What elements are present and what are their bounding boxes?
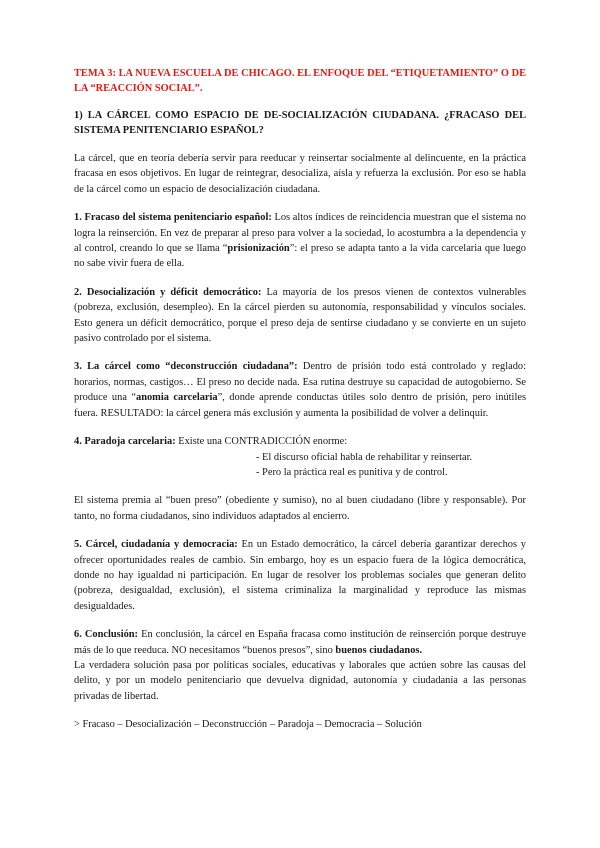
point-2-text: La mayoría de los presos vienen de contextos vulnerables (pobreza, exclusión, desempleo). En la cárcel pierden su autonomía, responsabilidad y vínculos sociales. Esto genera un déficit democrático, porque el preso deja de sentirse ciudadano y se convierte en un sujeto pasivo controlado por el sistema. [74,286,527,345]
document-title: TEMA 3: LA NUEVA ESCUELA DE CHICAGO. EL ENFOQUE DEL “ETIQUETAMIENTO” O DE LA “REACCIÓN SOCIAL”. [74,68,526,94]
document-content [74,66,526,746]
point-4-label: 4. Paradoja carcelaria: [74,436,176,448]
point-4-text: Existe una CONTRADICCIÓN enorme: [175,436,348,448]
point-2-label: 2. Desocialización y déficit democrático: [74,286,262,298]
point-1-paragraph [74,210,526,272]
point-5-paragraph [74,537,526,614]
point-3-text-a: Dentro de prisión todo está controlado y reglado: horarios, normas, castigos… El preso no decide nada. Esa rutina destruye su capacidad de autogobierno. Se produce una “ [74,361,526,404]
point-1-term: prisionización [227,243,290,255]
point-5-text: En un Estado democrático, la cárcel debería garantizar derechos y ofrecer oportunidades reales de cambio. Sin embargo, hoy es un espacio fuera de la lógica democrática, donde no hay igualdad ni participación. En lugar de resolver los problemas sociales que generan delito (pobreza, desigualdad, exclusión), el sistema criminaliza la marginalidad y reproduce las mismas desigualdades. [74,539,526,612]
point-6-text-a: En conclusión, la cárcel en España fracasa como institución de reinserción porque destruye más de lo que reeduca. NO necesitamos “buenos presos”, sino [74,629,526,656]
point-1-label: 1. Fracaso del sistema penitenciario español: [74,212,272,224]
point-5-label: 5. Cárcel, ciudadanía y democracia: [74,539,238,551]
point-2-paragraph [74,285,526,347]
point-4-list-item: - Pero la práctica real es punitiva y de control. [256,466,448,478]
point-6-label: 6. Conclusión: [74,629,139,641]
point-1-text-a: Los altos índices de reincidencia muestran que el sistema no logra la reinserción. En vez de preparar al preso para volver a la sociedad, lo acostumbra a la dependencia y al control, creando lo que se llama “ [74,212,526,255]
point-3-term: anomia carcelaria [136,392,218,404]
point-6-after-paragraph: La verdadera solución pasa por políticas sociales, educativas y laborales que actúen sobre las causas del delito, y por un modelo penitenciario que devuelva dignidad, autonomía y ciudadanía a las personas privadas de libertad. [74,659,526,702]
point-1-text-b: ”: el preso se adapta tanto a la vida carcelaria que luego no sabe vivir fuera de ella. [74,243,526,270]
summary-line: > Fracaso – Desocialización – Deconstrucción – Paradoja – Democracia – Solución [74,719,422,731]
intro-paragraph: La cárcel, que en teoría debería servir para reeducar y reinsertar socialmente al delincuente, en la práctica fracasa en esos objetivos. En lugar de reintegrar, desocializa, aísla y refuerza la exclusión. Por eso se habla de la cárcel como un espacio de desocialización ciudadana. [74,153,526,195]
point-4-after-paragraph: El sistema premia al “buen preso” (obediente y sumiso), no al buen ciudadano (libre y responsable). Por tanto, no forma ciudadanos, sino individuos adaptados al encierro. [74,495,526,522]
point-3-paragraph [74,359,526,421]
point-4-list-item: - El discurso oficial habla de rehabilitar y reinsertar. [256,451,473,463]
point-3-label: 3. La cárcel como “deconstrucción ciudadana”: [74,361,298,373]
section-heading: 1) LA CÁRCEL COMO ESPACIO DE DE-SOCIALIZACIÓN CIUDADANA. ¿FRACASO DEL SISTEMA PENITENCIARIO ESPAÑOL? [74,110,526,136]
point-6-paragraph [74,627,526,658]
point-3-text-b: ”, donde aprende conductas útiles solo dentro de prisión, pero inútiles fuera. RESULTADO: la cárcel genera más exclusión y aumenta la posibilidad de volver a delinquir. [74,392,526,419]
point-4-paragraph [74,434,526,449]
point-6-term: buenos ciudadanos. [335,644,423,656]
